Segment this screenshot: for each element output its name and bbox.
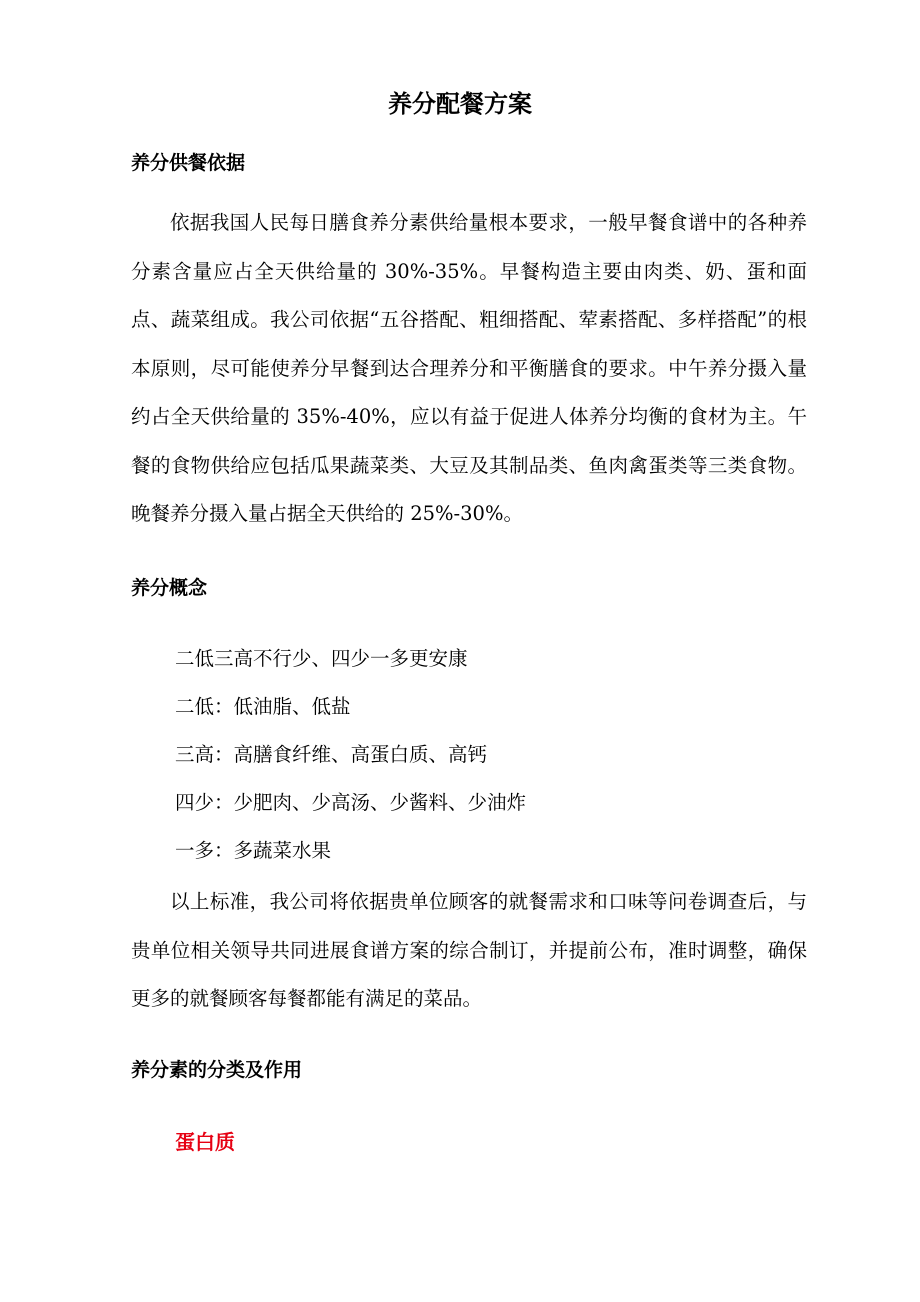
concept-line: 二低：低油脂、低盐	[175, 695, 351, 718]
concept-line: 二低三高不行少、四少一多更安康	[175, 647, 468, 670]
concept-line: 四少：少肥肉、少高汤、少酱料、少油炸	[175, 791, 527, 814]
concept-line: 三高：高膳食纤维、高蛋白质、高钙	[175, 743, 488, 766]
subheading-protein: 蛋白质	[175, 1130, 235, 1154]
document-title: 养分配餐方案	[388, 89, 532, 118]
section-heading-concept: 养分概念	[131, 577, 208, 599]
section-heading-basis: 养分供餐依据	[131, 152, 246, 174]
paragraph-standards: 以上标准，我公司将依据贵单位顾客的就餐需求和口味等问卷调查后，与贵单位相关领导共同进展食谱方案的综合制订，并提前公布，准时调整，确保更多的就餐顾客每餐都能有满足的菜品。	[131, 890, 807, 1010]
paragraph-basis: 依据我国人民每日膳食养分素供给量根本要求，一般早餐食谱中的各种养分素含量应占全天供给量的 30%-35%。早餐构造主要由肉类、奶、蛋和面点、蔬菜组成。我公司依据“五谷搭配、粗细搭配、荤素搭配、多样搭配”的根本原则，尽可能使养分早餐到达合理养分和平衡膳食的要求。中午养分摄入量约占全天供给量的 35%-40%，应以有益于促进人体养分均衡的食材为主。午餐的食物供给应包括瓜果蔬菜类、大豆及其制品类、鱼肉禽蛋类等三类食物。晚餐养分摄入量占据全天供给的 25%-30%。	[131, 211, 807, 525]
section-heading-nutrients: 养分素的分类及作用	[131, 1059, 303, 1081]
concept-line: 一多：多蔬菜水果	[175, 839, 332, 862]
